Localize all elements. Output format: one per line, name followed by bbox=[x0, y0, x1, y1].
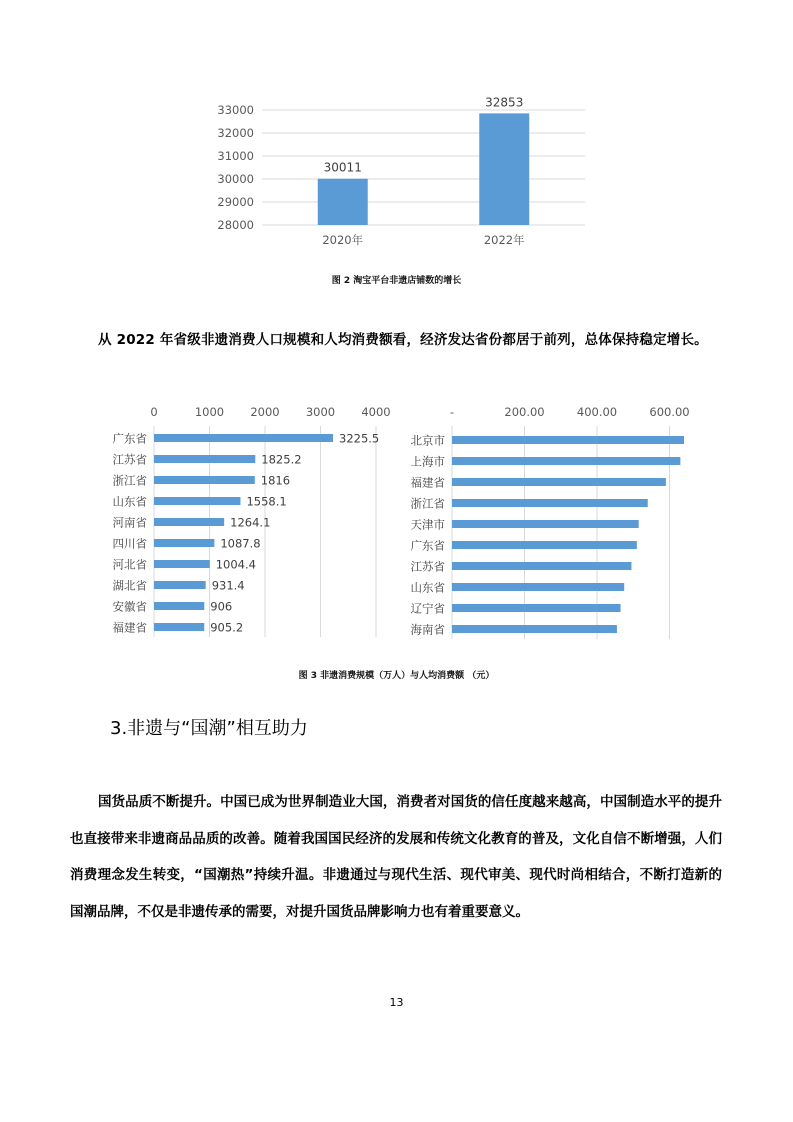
x-tick-label: 2000 bbox=[250, 405, 280, 419]
bar bbox=[154, 434, 333, 442]
figure-2-caption: 图 2 淘宝平台非遗店铺数的增长 bbox=[331, 276, 462, 286]
bar bbox=[154, 455, 255, 463]
bar bbox=[452, 499, 648, 507]
category-label: 北京市 bbox=[410, 433, 445, 448]
y-tick-label: 31000 bbox=[217, 149, 254, 163]
category-label: 天津市 bbox=[410, 517, 445, 532]
chart-shop-growth bbox=[0, 0, 793, 270]
bar bbox=[154, 539, 214, 547]
bar bbox=[154, 602, 204, 610]
category-label: 浙江省 bbox=[112, 473, 147, 488]
y-tick-label: 30000 bbox=[217, 172, 254, 186]
chart-per-capita-spend bbox=[395, 390, 793, 650]
category-label: 江苏省 bbox=[410, 559, 445, 574]
category-label: 浙江省 bbox=[410, 496, 445, 511]
x-tick-label: 1000 bbox=[194, 405, 225, 419]
data-label: 906 bbox=[210, 599, 233, 614]
bar bbox=[452, 520, 639, 528]
category-label: 山东省 bbox=[112, 494, 147, 509]
category-label: 广东省 bbox=[410, 538, 445, 553]
lead-paragraph: 从 2022 年省级非遗消费人口规模和人均消费额看，经济发达省份都居于前列，总体保持稳定增长。 bbox=[98, 332, 708, 348]
bar bbox=[452, 562, 631, 570]
bar bbox=[452, 604, 621, 612]
category-label: 安徽省 bbox=[112, 599, 147, 614]
category-label: 海南省 bbox=[410, 622, 445, 637]
chart-consumer-scale bbox=[0, 390, 400, 650]
bar bbox=[479, 113, 529, 225]
bar bbox=[154, 581, 206, 589]
category-label: 河南省 bbox=[112, 515, 147, 530]
body-paragraph: 国货品质不断提升。中国已成为世界制造业大国，消费者对国货的信任度越来越高，中国制造水平的提升也直接带来非遗商品品质的改善。随着我国国民经济的发展和传统文化教育的普及，文化自信不断增强，人们消费理念发生转变，“国潮热”持续升温。非遗通过与现代生活、现代审美、现代时尚相结合，不断打造新的国潮品牌，不仅是非遗传承的需要，对提升国货品牌影响力也有着重要意义。 bbox=[70, 794, 722, 920]
y-tick-label: 33000 bbox=[217, 103, 254, 117]
y-tick-label: 32000 bbox=[217, 126, 254, 140]
bar bbox=[452, 625, 617, 633]
data-label: 1558.1 bbox=[246, 494, 287, 509]
category-label: 福建省 bbox=[112, 620, 147, 635]
data-label: 30011 bbox=[323, 160, 362, 175]
x-tick-label: 200.00 bbox=[504, 405, 545, 419]
y-tick-label: 28000 bbox=[217, 218, 254, 232]
section-heading: 3.非遗与“国潮”相互助力 bbox=[110, 718, 308, 739]
category-label: 福建省 bbox=[410, 475, 445, 490]
x-tick-label: - bbox=[449, 405, 455, 419]
bar bbox=[154, 623, 204, 631]
x-tick-label: 3000 bbox=[305, 405, 336, 419]
bar bbox=[154, 518, 224, 526]
category-label: 江苏省 bbox=[112, 452, 147, 467]
category-label: 上海市 bbox=[410, 454, 445, 469]
category-label: 四川省 bbox=[112, 536, 147, 551]
bar bbox=[452, 583, 624, 591]
bar bbox=[452, 478, 666, 486]
x-tick-label: 2020年 bbox=[322, 233, 364, 247]
figure-3-caption: 图 3 非遗消费规模（万人）与人均消费额 （元） bbox=[298, 671, 495, 681]
data-label: 1264.1 bbox=[230, 515, 271, 530]
bar bbox=[154, 497, 240, 505]
x-tick-label: 0 bbox=[150, 405, 158, 419]
page-number: 13 bbox=[389, 996, 404, 1009]
bar bbox=[452, 436, 684, 444]
x-tick-label: 4000 bbox=[361, 405, 391, 419]
data-label: 1825.2 bbox=[261, 452, 302, 467]
category-label: 辽宁省 bbox=[410, 601, 445, 616]
category-label: 河北省 bbox=[112, 557, 147, 572]
bar bbox=[154, 476, 255, 484]
data-label: 931.4 bbox=[211, 578, 245, 593]
x-tick-label: 400.00 bbox=[576, 405, 618, 419]
x-tick-label: 2022年 bbox=[483, 233, 525, 247]
data-label: 1004.4 bbox=[215, 557, 256, 572]
data-label: 1816 bbox=[260, 473, 291, 488]
bar bbox=[318, 179, 368, 225]
x-tick-label: 600.00 bbox=[649, 405, 690, 419]
data-label: 3225.5 bbox=[339, 431, 380, 446]
data-label: 32853 bbox=[485, 95, 524, 110]
category-label: 山东省 bbox=[410, 580, 445, 595]
data-label: 1087.8 bbox=[220, 536, 261, 551]
category-label: 广东省 bbox=[112, 431, 147, 446]
bar bbox=[154, 560, 210, 568]
category-label: 湖北省 bbox=[112, 578, 147, 593]
bar bbox=[452, 457, 680, 465]
data-label: 905.2 bbox=[210, 620, 244, 635]
y-tick-label: 29000 bbox=[217, 195, 254, 209]
bar bbox=[452, 541, 637, 549]
